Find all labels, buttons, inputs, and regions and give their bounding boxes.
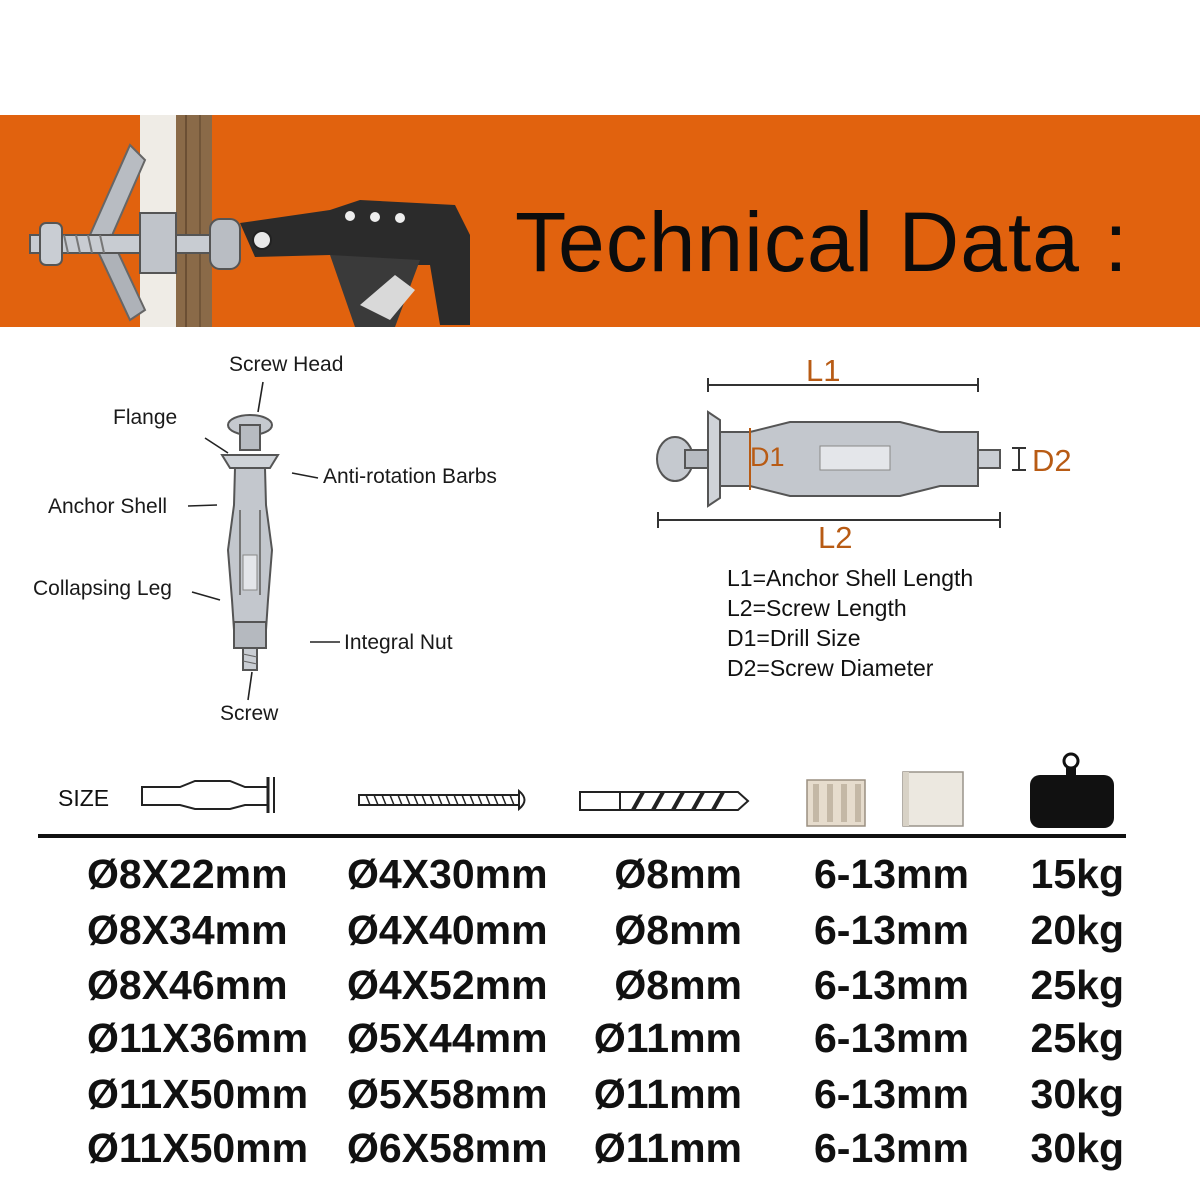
cell-screw: Ø4X52mm (347, 962, 548, 1008)
cell-drill: Ø8mm (614, 907, 742, 953)
cell-drill: Ø11mm (593, 1071, 742, 1117)
cell-wall: 6-13mm (814, 1015, 969, 1061)
label-anchor-shell: Anchor Shell (48, 495, 168, 518)
table-divider (38, 834, 1126, 838)
cell-size: Ø11X50mm (87, 1125, 309, 1171)
cell-load: 30kg (1030, 1071, 1124, 1117)
cell-screw: Ø5X58mm (347, 1071, 548, 1117)
size-column-header: SIZE (58, 785, 110, 811)
table-row (0, 1071, 1200, 1130)
cell-screw: Ø4X30mm (347, 851, 548, 897)
screw-icon (358, 790, 533, 810)
legend-item: L1=Anchor Shell Length (727, 565, 974, 591)
cell-size: Ø8X22mm (87, 851, 288, 897)
legend-item: D1=Drill Size (727, 625, 861, 651)
cell-drill: Ø11mm (593, 1125, 742, 1171)
cell-wall: 6-13mm (814, 962, 969, 1008)
label-anti-rotation-barbs: Anti-rotation Barbs (323, 465, 497, 488)
cell-load: 25kg (1030, 1015, 1124, 1061)
cell-screw: Ø5X44mm (347, 1015, 548, 1061)
label-screw-head: Screw Head (229, 353, 344, 376)
anchor-icon (140, 775, 280, 815)
cell-drill: Ø11mm (593, 1015, 742, 1061)
label-collapsing-leg: Collapsing Leg (33, 577, 172, 600)
cell-drill: Ø8mm (614, 851, 742, 897)
anchor-dimension-diagram (640, 370, 1020, 540)
cell-wall: 6-13mm (814, 907, 969, 953)
drill-bit-icon (578, 788, 750, 814)
table-row (0, 851, 1200, 910)
cell-screw: Ø4X40mm (347, 907, 548, 953)
cell-load: 30kg (1030, 1125, 1124, 1171)
table-row (0, 962, 1200, 1021)
cell-drill: Ø8mm (614, 962, 742, 1008)
table-row (0, 907, 1200, 966)
cell-size: Ø8X46mm (87, 962, 288, 1008)
cell-load: 25kg (1030, 962, 1124, 1008)
cell-size: Ø11X50mm (87, 1071, 309, 1117)
table-row (0, 1125, 1200, 1184)
cell-size: Ø11X36mm (87, 1015, 309, 1061)
cell-wall: 6-13mm (814, 851, 969, 897)
cell-size: Ø8X34mm (87, 907, 288, 953)
cell-wall: 6-13mm (814, 1125, 969, 1171)
label-screw: Screw (220, 702, 279, 725)
label-integral-nut: Integral Nut (344, 631, 453, 654)
dimension-d2-label: D2 (1032, 443, 1072, 478)
dimension-d1-label: D1 (750, 442, 785, 472)
cell-load: 15kg (1030, 851, 1124, 897)
dimension-legend (727, 563, 973, 683)
cell-load: 20kg (1030, 907, 1124, 953)
dimension-l2-label: L2 (818, 520, 853, 555)
legend-item: L2=Screw Length (727, 595, 907, 621)
wall-panel-icon (805, 768, 970, 830)
cell-screw: Ø6X58mm (347, 1125, 548, 1171)
page-title: Technical Data : (515, 195, 1129, 289)
table-row (0, 1015, 1200, 1074)
dimension-l1-label: L1 (806, 353, 841, 388)
label-flange: Flange (113, 406, 178, 429)
weight-icon (1026, 752, 1116, 830)
cell-wall: 6-13mm (814, 1071, 969, 1117)
legend-item: D2=Screw Diameter (727, 655, 934, 681)
